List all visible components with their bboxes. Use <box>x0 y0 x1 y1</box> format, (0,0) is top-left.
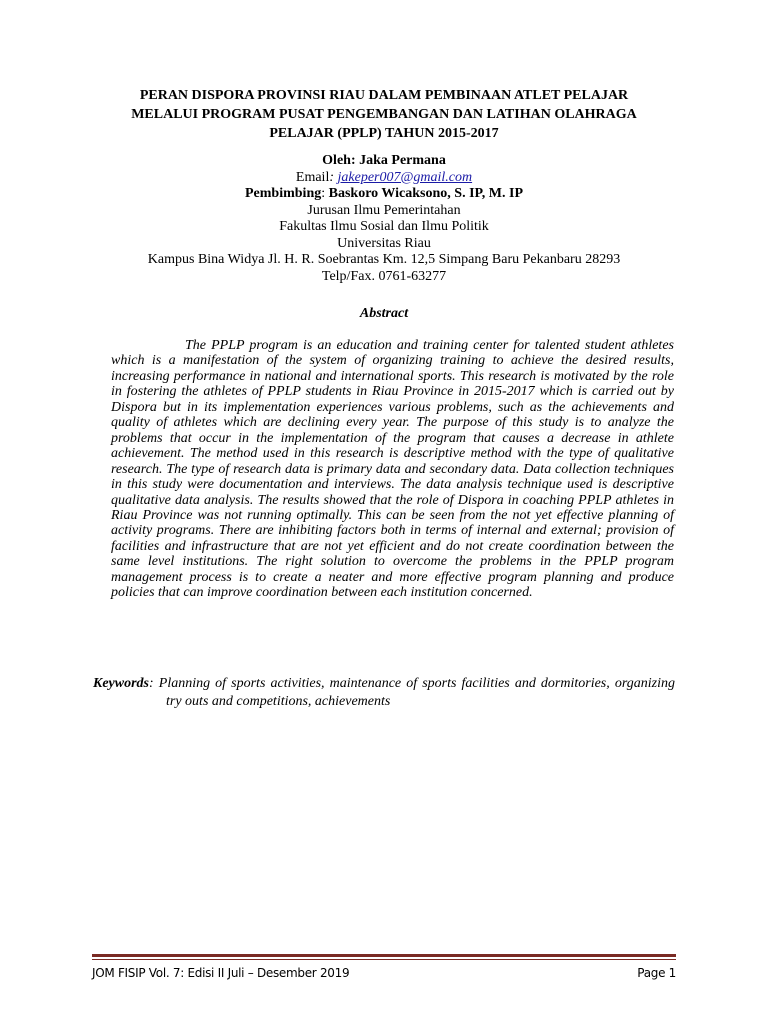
author-byline: Oleh: Jaka Permana <box>322 153 446 168</box>
phone: Telp/Fax. 0761-63277 <box>321 268 447 284</box>
faculty: Fakultas Ilmu Sosial dan Ilmu Politik <box>279 219 489 234</box>
author-info <box>90 153 678 285</box>
supervisor-label: Pembimbing <box>245 186 322 201</box>
footer-rule-thin <box>92 959 676 960</box>
footer-rule <box>92 954 676 957</box>
footer-journal: JOM FISIP Vol. 7: Edisi II Juli – Desember 2019 <box>92 966 350 980</box>
university: Universitas Riau <box>337 235 431 251</box>
page-number: Page 1 <box>637 966 676 980</box>
email-link[interactable]: jakeper007@gmail.com <box>337 169 473 185</box>
abstract-heading: Abstract <box>359 306 409 321</box>
keywords-label: Keywords <box>93 676 149 691</box>
supervisor-separator: : <box>321 186 329 201</box>
title-line: PERAN DISPORA PROVINSI RIAU DALAM PEMBINAAN ATLET PELAJAR <box>139 88 629 103</box>
email-line <box>90 170 678 187</box>
email-separator: : <box>329 169 338 185</box>
title-line: PELAJAR (PPLP) TAHUN 2015-2017 <box>269 126 499 141</box>
paper-title <box>90 86 678 143</box>
title-line: MELALUI PROGRAM PUSAT PENGEMBANGAN DAN LATIHAN OLAHRAGA <box>131 107 637 122</box>
department: Jurusan Ilmu Pemerintahan <box>307 202 461 218</box>
keywords-text: Planning of sports activities, maintenance of sports facilities and dormitories, organizing try outs and competitions, achievements <box>158 676 676 709</box>
email-label: Email <box>295 169 330 185</box>
keywords <box>93 675 675 710</box>
abstract-text: The PPLP program is an education and training center for talented student athletes which is a manifestation of the system of organizing training to achieve the desired results, increasing performance in national and international sports. This research is motivated by the role in fostering the athletes of PPLP students in Riau Province in 2015-2017 which is carried out by Dispora but in its implementation experiences various problems, such as the achievements and quality of athletes which are declining every year. The purpose of this study is to analyze the problems that occur in the implementation of the program that causes a decrease in athlete achievement. The method used in this research is descriptive method with the type of qualitative research. The type of research data is primary data and secondary data. Data collection techniques in this study were documentation and interviews. The data analysis technique used is descriptive qualitative data analysis. The results showed that the role of Dispora in coaching PPLP athletes in Riau Province was not running optimally. This can be seen from the not yet effective planning of activity programs. There are inhibiting factors both in terms of internal and external; provision of facilities and infrastructure that are not yet efficient and do not create coordination between the same level institutions. The right solution to overcome the problems in the PPLP program management process is to create a neater and more effective program planning and produce policies that can improve coordination between each institution concerned. <box>111 338 674 601</box>
keywords-separator: : <box>149 676 159 691</box>
supervisor-name: Baskoro Wicaksono, S. IP, M. IP <box>328 186 523 201</box>
supervisor-line <box>90 186 678 203</box>
address: Kampus Bina Widya Jl. H. R. Soebrantas Km. 12,5 Simpang Baru Pekanbaru 28293 <box>147 252 621 267</box>
